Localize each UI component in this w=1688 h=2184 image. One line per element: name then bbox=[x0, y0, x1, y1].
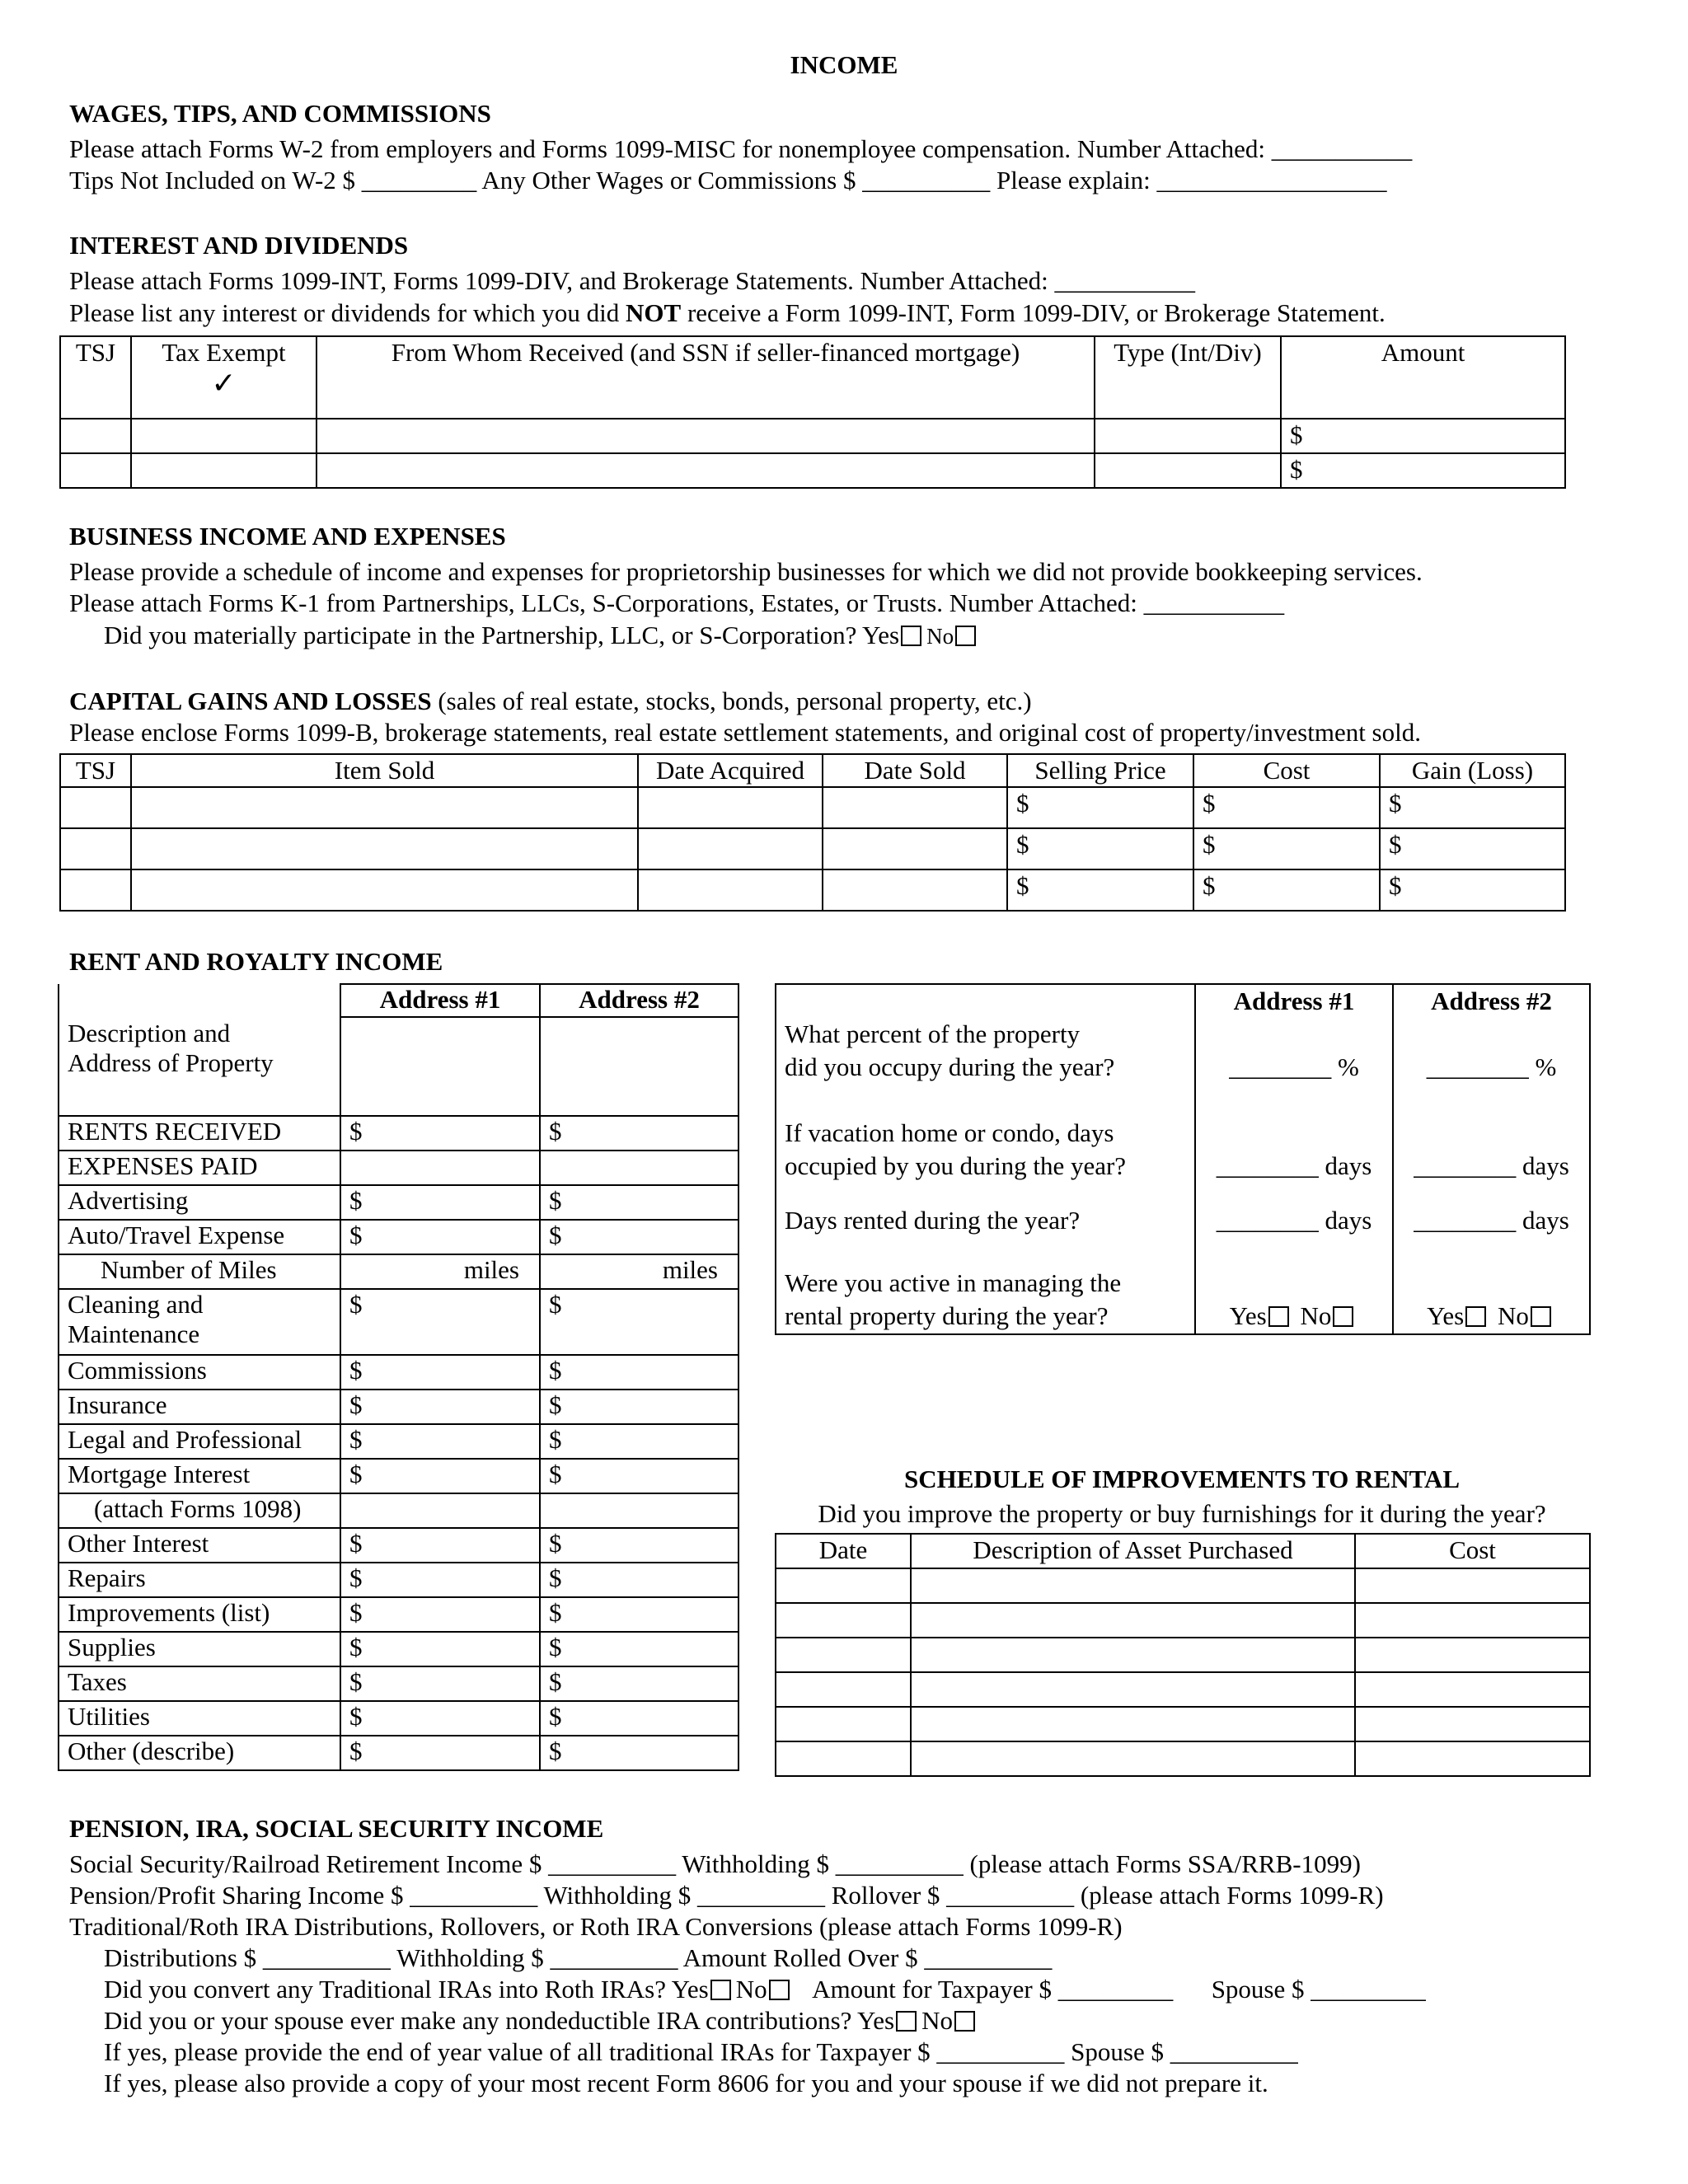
table-row bbox=[60, 453, 1565, 488]
rent-q-vacation: If vacation home or condo, days occupied by you during the year? bbox=[776, 1117, 1195, 1186]
pension-line-7: If yes, please provide the end of year value of all traditional IRAs for Taxpayer $ __________ Spouse $ __________ bbox=[104, 2037, 1298, 2066]
interest-line-1: Please attach Forms 1099-INT, Forms 1099-DIV, and Brokerage Statements. Number Attached: ___________ bbox=[69, 266, 1196, 295]
interest-header-from-whom: From Whom Received (and SSN if seller-financed mortgage) bbox=[316, 336, 1095, 419]
rent-address-2-header: Address #2 bbox=[540, 984, 738, 1017]
pension-heading: PENSION, IRA, SOCIAL SECURITY INCOME bbox=[69, 1814, 604, 1843]
capital-line-1: Please enclose Forms 1099-B, brokerage statements, real estate settlement statements, and original cost of property/investment sold. bbox=[69, 718, 1421, 747]
interest-line-2: Please list any interest or dividends for which you did NOT receive a Form 1099-INT, Form 1099-DIV, or Brokerage Statement. bbox=[69, 298, 1386, 327]
nondeductible-no-checkbox[interactable] bbox=[954, 2011, 975, 2032]
interest-header-tsj: TSJ bbox=[60, 336, 131, 419]
pension-line-6: Did you or your spouse ever make any nondeductible IRA contributions? Yes No bbox=[104, 2005, 980, 2036]
capital-header-cost: Cost bbox=[1193, 754, 1380, 787]
pension-line-2: Pension/Profit Sharing Income $ __________ Withholding $ __________ Rollover $ __________ (please attach Forms 1099-R) bbox=[69, 1881, 1384, 1910]
amount-cell[interactable]: $ bbox=[1281, 419, 1565, 453]
table-row: $ $ $ bbox=[60, 828, 1565, 869]
active-no-checkbox[interactable] bbox=[1333, 1306, 1353, 1327]
rent-q-address-2-header: Address #2 bbox=[1393, 984, 1590, 1018]
checkmark-icon: ✓ bbox=[211, 367, 237, 401]
capital-header-item: Item Sold bbox=[131, 754, 638, 787]
table-row bbox=[60, 419, 1565, 453]
wages-line-1: Please attach Forms W-2 from employers and Forms 1099-MISC for nonemployee compensation. Number Attached: ___________ bbox=[69, 134, 1413, 163]
wages-line-2: Tips Not Included on W-2 $ _________ Any Other Wages or Commissions $ __________ Please explain: __________________ bbox=[69, 166, 1387, 194]
improvements-heading: SCHEDULE OF IMPROVEMENTS TO RENTAL bbox=[903, 1465, 1461, 1493]
rent-description-label: Description and Address of Property bbox=[59, 1017, 340, 1116]
capital-header-date-sold: Date Sold bbox=[823, 754, 1007, 787]
improvements-header-date: Date bbox=[776, 1534, 911, 1568]
interest-header-tax-exempt: Tax Exempt ✓ bbox=[131, 336, 316, 419]
no-checkbox[interactable] bbox=[955, 626, 976, 646]
rent-heading: RENT AND ROYALTY INCOME bbox=[69, 947, 443, 976]
improvements-header-description: Description of Asset Purchased bbox=[911, 1534, 1355, 1568]
rent-q-address-1-header: Address #1 bbox=[1195, 984, 1393, 1018]
interest-header-amount: Amount bbox=[1281, 336, 1565, 419]
table-row bbox=[776, 1672, 1590, 1707]
table-row bbox=[776, 1741, 1590, 1776]
table-row: $ $ $ bbox=[60, 787, 1565, 828]
page-title: INCOME bbox=[790, 50, 898, 79]
capital-heading: CAPITAL GAINS AND LOSSES (sales of real estate, stocks, bonds, personal property, etc.) bbox=[69, 687, 1032, 715]
improvements-question: Did you improve the property or buy furnishings for it during the year? bbox=[818, 1499, 1546, 1528]
capital-table bbox=[59, 753, 1566, 912]
rent-q-percent: What percent of the property did you occupy during the year? bbox=[776, 1018, 1195, 1117]
rent-address-1-header: Address #1 bbox=[340, 984, 540, 1017]
pension-line-5: Did you convert any Traditional IRAs into Roth IRAs? Yes No Amount for Taxpayer $ _________ Spouse $ _________ bbox=[104, 1975, 1426, 2004]
amount-cell[interactable]: $ bbox=[1281, 453, 1565, 488]
interest-table bbox=[59, 335, 1566, 489]
roth-yes-checkbox[interactable] bbox=[710, 1980, 731, 2000]
business-line-3: Did you materially participate in the Partnership, LLC, or S-Corporation? Yes No bbox=[104, 620, 981, 652]
rent-q-rented: Days rented during the year? bbox=[776, 1186, 1195, 1255]
table-row bbox=[776, 1707, 1590, 1741]
active-yes-checkbox[interactable] bbox=[1268, 1306, 1289, 1327]
pension-line-3: Traditional/Roth IRA Distributions, Rollovers, or Roth IRA Conversions (please attach Forms 1099-R) bbox=[69, 1912, 1123, 1941]
pension-line-8: If yes, please also provide a copy of your most recent Form 8606 for you and your spouse if we did not prepare it. bbox=[104, 2069, 1268, 2097]
business-heading: BUSINESS INCOME AND EXPENSES bbox=[69, 522, 506, 551]
roth-no-checkbox[interactable] bbox=[769, 1980, 790, 2000]
table-row bbox=[776, 1568, 1590, 1603]
business-line-2: Please attach Forms K-1 from Partnerships, LLCs, S-Corporations, Estates, or Trusts. Number Attached: ___________ bbox=[69, 588, 1285, 617]
pension-line-1: Social Security/Railroad Retirement Income $ __________ Withholding $ __________ (please attach Forms SSA/RRB-1099) bbox=[69, 1849, 1361, 1878]
rent-table: Address #1 Address #2 Description and Address of Property RENTS RECEIVED $ $ EXPENSES PAID Advertising $ $ Auto/Travel Expense $ $ Number of Miles miles miles Cleaning and Maintenance $ $ Commissions $ $ Insurance $ $ Legal and Professional $ $ Mortgage Interest $ $ (attach Forms 1098) Other Interest $ $ Repairs $ $ Improvements (list) $ $ Supplies $ $ Taxes $ $ Utilities $ $ Other (describe) $ $ bbox=[58, 983, 739, 1771]
table-row: $ $ $ bbox=[60, 869, 1565, 911]
improvements-table bbox=[775, 1533, 1591, 1777]
pension-line-4: Distributions $ __________ Withholding $ __________ Amount Rolled Over $ __________ bbox=[104, 1943, 1053, 1972]
rent-q-active: Were you active in managing the rental property during the year? bbox=[776, 1255, 1195, 1334]
capital-header-date-acquired: Date Acquired bbox=[638, 754, 823, 787]
rent-questions-table: Address #1 Address #2 What percent of the property did you occupy during the year? ________ % ________ % If vacation home or condo, days occupied by you during the year? ________ days ________ days Days rented during the year? ________ days ________ days Were you active in managing the rental property during the year? Yes No Yes No bbox=[775, 983, 1591, 1335]
table-row bbox=[776, 1603, 1590, 1638]
active-yes-checkbox[interactable] bbox=[1465, 1306, 1486, 1327]
yes-checkbox[interactable] bbox=[901, 626, 921, 646]
nondeductible-yes-checkbox[interactable] bbox=[896, 2011, 917, 2032]
improvements-header-cost: Cost bbox=[1355, 1534, 1590, 1568]
interest-heading: INTEREST AND DIVIDENDS bbox=[69, 231, 409, 260]
wages-heading: WAGES, TIPS, AND COMMISSIONS bbox=[69, 99, 491, 128]
capital-header-tsj: TSJ bbox=[60, 754, 131, 787]
interest-header-type: Type (Int/Div) bbox=[1095, 336, 1281, 419]
capital-header-selling-price: Selling Price bbox=[1007, 754, 1193, 787]
active-no-checkbox[interactable] bbox=[1531, 1306, 1551, 1327]
table-row bbox=[776, 1638, 1590, 1672]
capital-header-gain: Gain (Loss) bbox=[1380, 754, 1565, 787]
business-line-1: Please provide a schedule of income and expenses for proprietorship businesses for which we did not provide bookkeeping services. bbox=[69, 557, 1423, 586]
